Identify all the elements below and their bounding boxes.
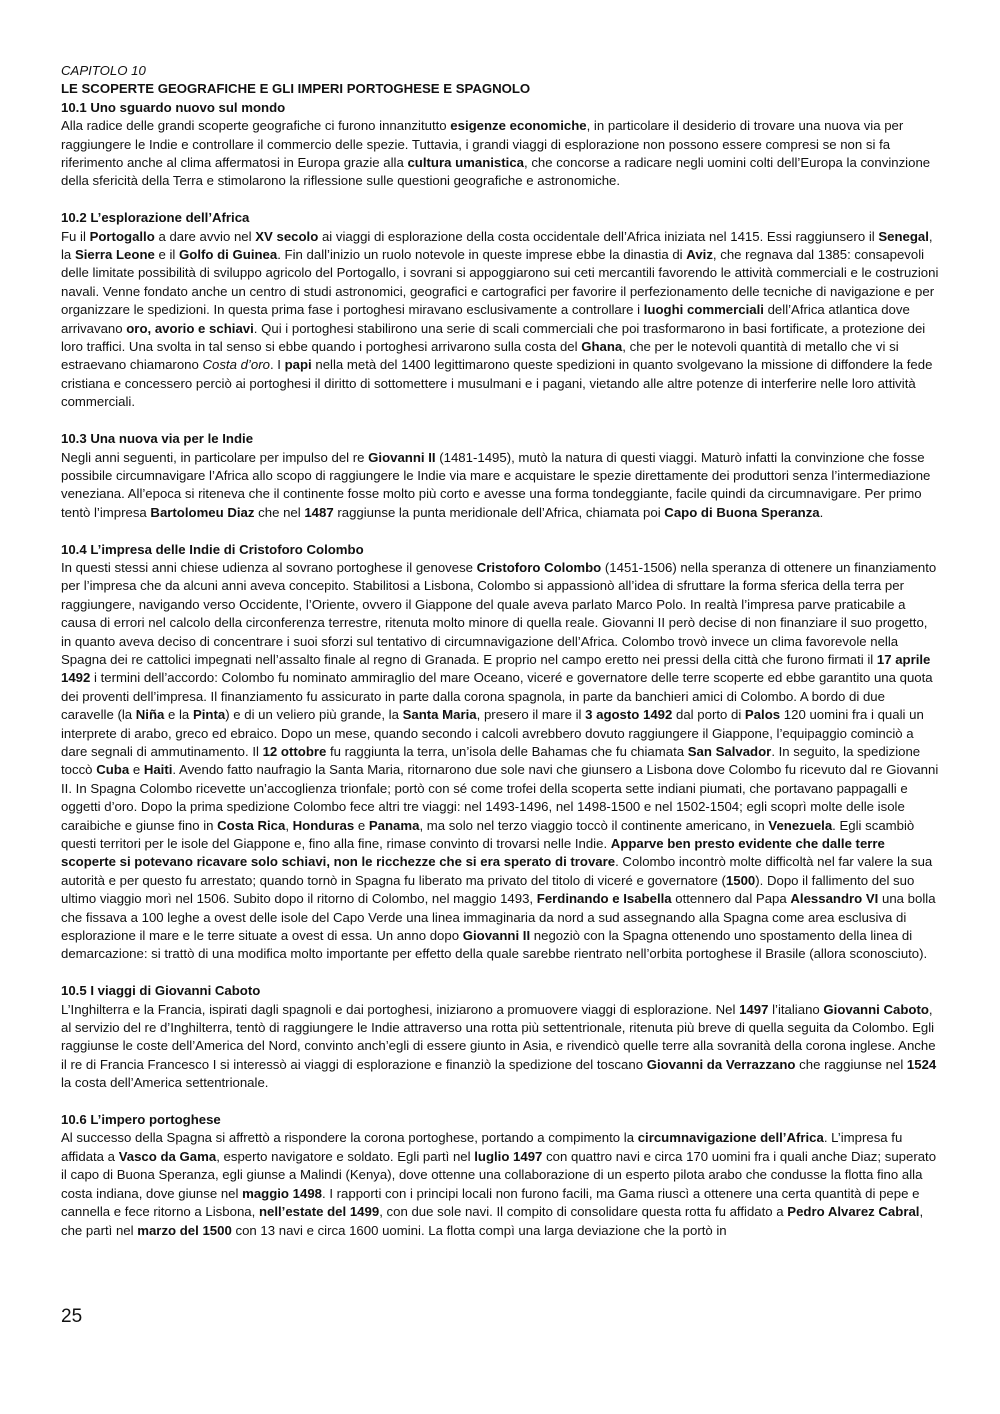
bold-text-run: San Salvador <box>687 743 772 759</box>
text-run: che nel <box>254 504 305 520</box>
bold-text-run: Aviz <box>686 247 713 263</box>
text-run: , che per le notevoli quantità di metallo che vi si estraevano chiamarono <box>61 339 899 373</box>
bold-text-run: 1497 <box>739 1001 769 1017</box>
text-run: ) e di un veliero più grande, la <box>225 707 403 723</box>
bold-text-run: circumnavigazione dell’Africa <box>637 1130 824 1146</box>
text-run: . Qui i portoghesi stabilirono una serie di scali commerciali che poi trasformarono in basi fortificate, a protezione dei loro traffici. Una svolta in tal senso si ebbe quando i portoghesi arrivarono sulla costa del <box>61 320 926 355</box>
sections-container <box>61 99 939 1240</box>
text-run: con 13 navi e circa 1600 uomini. La flotta compì una larga deviazione che la portò in <box>231 1222 727 1238</box>
bold-text-run: 1500 <box>725 872 756 888</box>
bold-text-run: Santa Maria <box>402 707 477 723</box>
bold-text-run: Giovanni II <box>368 449 436 465</box>
text-run: Alla radice delle grandi scoperte geografiche ci furono innanzitutto <box>61 118 451 134</box>
section <box>61 209 939 411</box>
text-run: i termini dell’accordo: Colombo fu nominato ammiraglio del mare Oceano, viceré e governatore delle terre scoperte ed ebbe garantito una quota dei proventi dell’impresa. Il finanziamento fu assicurato in parte dalla corona spagnola, in parte da banchieri amici di Colombo. A bordo di due caravelle (la <box>61 670 933 723</box>
text-run: L’Inghilterra e la Francia, ispirati dagli spagnoli e dai portoghesi, iniziarono a promuovere viaggi di esplorazione. Nel <box>61 1001 740 1017</box>
text-run: raggiunse la punta meridionale dell’Africa, chiamata poi <box>333 504 665 520</box>
text-run: Al successo della Spagna si affrettò a rispondere la corona portoghese, portando a compimento la <box>61 1130 638 1146</box>
bold-text-run: Giovanni II <box>462 928 531 944</box>
bold-text-run: Golfo di Guinea <box>179 247 278 263</box>
bold-text-run: Cuba <box>96 762 130 778</box>
text-run: , al servizio del re d’Inghilterra, tentò di raggiungere le Indie attraverso una rotta più settentrionale, ritenuta più breve di quella seguita da Colombo. Egli raggiunse le coste dell’America del Nord, convinto anch’egli di essere giunto in Asia, e rivendicò quelle terre alla sovranità della corona inglese. Anche il re di Francia Francesco I si interessò ai viaggi di esplorazione e finanziò la spedizione del toscano <box>61 1001 936 1072</box>
section <box>61 1111 939 1240</box>
bold-text-run: Palos <box>744 707 781 723</box>
section-paragraph <box>61 1001 939 1093</box>
section-heading: 10.4 L’impresa delle Indie di Cristoforo Colombo <box>61 541 364 557</box>
text-run: che raggiunse nel <box>795 1056 907 1072</box>
bold-text-run: Capo di Buona Speranza <box>664 504 820 520</box>
section <box>61 982 939 1092</box>
text-run: . I rapporti con i principi locali non furono facili, ma Gama riuscì a ottenere una certa quantità di pepe e cannella e fece ritorno a Lisbona, <box>61 1185 920 1220</box>
bold-text-run: nell’estate del 1499 <box>258 1204 380 1220</box>
text-run: dell’Africa atlantica dove arrivavano <box>61 302 910 336</box>
bold-text-run: Pedro Alvarez Cabral <box>787 1204 920 1220</box>
text-run: nella metà del 1400 legittimarono queste spedizioni in quanto svolgevano la missione di diffondere la fede cristiana e concessero perciò ai portoghesi il diritto di sottomettere i musulmani e i pagani, vietando alle altre potenze di interferire nelle loro attività commerciali. <box>61 357 933 410</box>
bold-text-run: luoghi commerciali <box>643 302 764 318</box>
section-heading: 10.3 Una nuova via per le Indie <box>61 431 254 447</box>
text-run: . I <box>269 357 285 373</box>
bold-text-run: Alessandro VI <box>790 891 879 907</box>
bold-text-run: Vasco da Gama <box>118 1148 217 1164</box>
text-run: . Avendo fatto naufragio la Santa Maria, ritornarono due sole navi che giunsero a Lisbona dove Colombo fu ricevuto dal re Giovanni II. In Spagna Colombo ricevette un’accoglienza trionfale; portò con sé come trofei della scoperta sette indiani piumati, che portavano pappagalli e oggetti d’oro. Dopo la prima spedizione Colombo fece altri tre viaggi: nel 1493-1496, nel 1498-1500 e nel 1502-1504; egli scoprì molte delle isole caraibiche e giunse fino in <box>61 762 939 833</box>
italic-text-run: Costa d’oro <box>202 357 270 373</box>
text-run: . Colombo incontrò molte difficoltà nel far valere la sua autorità e per questo fu arrestato; quando tornò in Spagna fu liberato ma privato del titolo di viceré e governatore ( <box>61 854 933 888</box>
bold-text-run: Venezuela <box>768 817 833 833</box>
bold-text-run: Sierra Leone <box>74 247 155 263</box>
text-run: ai viaggi di esplorazione della costa occidentale dell’Africa iniziata nel 1415. Essi raggiunsero il <box>318 228 879 244</box>
text-run: , che concorse a radicare negli uomini colti dell’Europa la convinzione della sfericità della Terra e stimolarono la riflessione sulle questioni geografiche e astronomiche. <box>61 155 931 189</box>
text-run: dal porto di <box>672 707 745 723</box>
section-heading: 10.6 L’impero portoghese <box>61 1112 221 1128</box>
bold-text-run: Panama <box>368 817 420 833</box>
bold-text-run: 1524 <box>906 1056 937 1072</box>
text-run: , <box>285 817 293 833</box>
bold-text-run: Pinta <box>192 707 226 723</box>
text-run: , in particolare il desiderio di trovare una nuova via per raggiungere le Indie e controllare il commercio delle spezie. Tuttavia, i grandi viaggi di esplorazione non possono essere compresi se non si fa riferimento anche al clima affermatosi in Europa grazie alla <box>61 118 904 171</box>
bold-text-run: luglio 1497 <box>474 1148 543 1164</box>
text-run: In questi stessi anni chiese udienza al sovrano portoghese il genovese <box>61 559 477 575</box>
bold-text-run: XV secolo <box>255 228 319 244</box>
text-run: e <box>129 762 144 778</box>
text-run: (1481-1495), mutò la natura di questi viaggi. Maturò infatti la convinzione che fosse possibile circumnavigare l’Africa allo scopo di raggiungere le Indie via mare e acquistare le spezie direttamente dei produttori senza l’intermediazione veneziana. All’epoca si riteneva che il continente fosse molto più corto e avesse una forma tondeggiante, facile quindi da circumnavigare. Per primo tentò l’impresa <box>61 449 931 520</box>
text-run: , ma solo nel terzo viaggio toccò il continente americano, in <box>419 817 769 833</box>
bold-text-run: Apparve ben presto evidente che dalle terre scoperte si potevano ricavare solo schiavi, non le ricchezze che si era sperato di trovare <box>61 836 885 870</box>
section-heading: 10.2 L’esplorazione dell’Africa <box>61 210 250 226</box>
section-paragraph <box>61 559 939 964</box>
text-run: e <box>354 817 369 833</box>
text-run: l’italiano <box>768 1001 824 1017</box>
text-run: , presero il mare il <box>476 707 586 723</box>
bold-text-run: Niña <box>135 707 165 723</box>
chapter-title: LE SCOPERTE GEOGRAFICHE E GLI IMPERI PORTOGHESE E SPAGNOLO <box>61 81 531 97</box>
text-run: . Egli scambiò questi territori per le isole del Giappone e, fino alla fine, rimase convinto di trovarsi nelle Indie. <box>61 817 915 852</box>
text-run: e il <box>154 247 180 263</box>
text-run: negoziò con la Spagna ottenendo uno spostamento della linea di demarcazione: si trattò di una modifica molto importante per effetto della quale sarebbe rientrato nell’orbita portoghese il Brasile (allora sconosciuto). <box>61 928 928 962</box>
text-run: . L’impresa fu affidata a <box>61 1130 903 1164</box>
section-paragraph <box>61 449 939 523</box>
bold-text-run: oro, avorio e schiavi <box>126 320 254 336</box>
bold-text-run: Cristoforo Colombo <box>476 559 602 575</box>
section <box>61 430 939 522</box>
text-run: , con due sole navi. Il compito di consolidare questa rotta fu affidato a <box>379 1204 788 1220</box>
bold-text-run: Senegal <box>878 228 929 244</box>
text-run: ottennero dal Papa <box>671 891 791 907</box>
section <box>61 541 939 964</box>
text-run: (1451-1506) nella speranza di ottenere un finanziamento per l’impresa che da alcuni anni aveva concepito. Stabilitosi a Lisbona, Colombo si appassionò all’idea di sfruttare la forma sferica della terra per raggiungere, navigando verso Occidente, l’Oriente, ovvero il Giappone del quale aveva parlato Marco Polo. In realtà l’impresa parve praticabile a causa di errori nel calcolo della circonferenza terrestre, ritenuta molto minore di quella reale. Giovanni II però decise di non finanziare il suo progetto, in quanto aveva deciso di concentrare i suoi sforzi sul tentativo di circumnavigazione dell’Africa. Colombo trovò invece un clima favorevole nella Spagna dei re cattolici impegnati nell’assalto finale al regno di Granada. E proprio nel campo eretto nei pressi della città che furono firmati il <box>61 559 937 667</box>
text-run: fu raggiunta la terra, un’isola delle Bahamas che fu chiamata <box>326 743 688 759</box>
document-page <box>61 62 939 1258</box>
bold-text-run: 12 ottobre <box>262 743 327 759</box>
bold-text-run: Haiti <box>143 762 173 778</box>
bold-text-run: Costa Rica <box>217 817 286 833</box>
section-paragraph <box>61 1129 939 1239</box>
bold-text-run: 17 aprile 1492 <box>61 651 931 686</box>
section-heading: 10.1 Uno sguardo nuovo sul mondo <box>61 99 286 115</box>
bold-text-run: Honduras <box>292 817 355 833</box>
text-run: . In seguito, la spedizione toccò <box>61 743 921 778</box>
text-run: Negli anni seguenti, in particolare per impulso del re <box>61 449 369 465</box>
bold-text-run: cultura umanistica <box>407 155 524 171</box>
bold-text-run: maggio 1498 <box>242 1185 322 1201</box>
text-run: . Fin dall’inizio un ruolo notevole in queste imprese ebbe la dinastia di <box>277 247 687 263</box>
text-run: la costa dell’America settentrionale. <box>61 1075 269 1091</box>
text-run: , la <box>61 228 933 263</box>
bold-text-run: papi <box>284 357 312 373</box>
text-run: , che regnava dal 1385: consapevoli delle limitate possibilità di sviluppo agricolo del Portogallo, i sovrani si appoggiarono sui ceti mercantili favorendo le attività commerciali e le costruzioni navali. Venne fondato anche un centro di studi astronomici, geografici e cartografici per favorire il perfezionamento delle tecniche di navigazione e per organizzare le spedizioni. In questa prima fase i portoghesi miravano esclusivamente a controllare i <box>61 247 939 318</box>
section-paragraph <box>61 228 939 412</box>
bold-text-run: Bartolomeu Diaz <box>150 504 255 520</box>
bold-text-run: 3 agosto 1492 <box>585 707 673 723</box>
text-run: 120 uomini fra i quali un interprete di arabo, greco ed ebraico. Dopo un mese, quando secondo i calcoli avrebbero dovuto raggiungere il Giappone, l’equipaggio cominciò a dare segnali di ammutinamento. Il <box>61 707 924 759</box>
text-run: . <box>819 504 824 520</box>
text-run: e la <box>164 707 193 723</box>
text-run: , esperto navigatore e soldato. Egli partì nel <box>216 1148 475 1164</box>
bold-text-run: esigenze economiche <box>450 118 587 134</box>
chapter-label: CAPITOLO 10 <box>61 63 146 78</box>
bold-text-run: Ferdinando e Isabella <box>536 891 672 907</box>
bold-text-run: marzo del 1500 <box>137 1222 232 1238</box>
bold-text-run: Portogallo <box>89 228 155 244</box>
page-number: 25 <box>61 1306 83 1327</box>
bold-text-run: Giovanni Caboto <box>823 1001 929 1017</box>
text-run: a dare avvio nel <box>154 228 256 244</box>
text-run: con quattro navi e circa 170 uomini fra i quali anche Diaz; superato il capo di Buona Speranza, egli giunse a Malindi (Kenya), dove ottenne una collaborazione di un esperto pilota arabo che condusse la flotta fino alla costa indiana, dove giunse nel <box>61 1148 937 1201</box>
bold-text-run: 1487 <box>304 504 334 520</box>
text-run: ). Dopo il fallimento del suo ultimo viaggio morì nel 1506. Subito dopo il ritorno di Colombo, nel maggio 1493, <box>61 872 915 907</box>
section-heading: 10.5 I viaggi di Giovanni Caboto <box>61 983 261 999</box>
text-run: Fu il <box>61 228 90 244</box>
bold-text-run: Giovanni da Verrazzano <box>646 1056 796 1072</box>
text-run: , che partì nel <box>61 1204 924 1238</box>
text-run: una bolla che fissava a 100 leghe a ovest delle isole del Capo Verde una linea immaginaria da nord a sud assegnando alla Spagna come area esclusiva di esplorazione il mare e le terre situate a ovest di essa. Un anno dopo <box>61 891 936 944</box>
section-paragraph <box>61 117 939 191</box>
section <box>61 99 939 191</box>
bold-text-run: Ghana <box>581 339 623 355</box>
